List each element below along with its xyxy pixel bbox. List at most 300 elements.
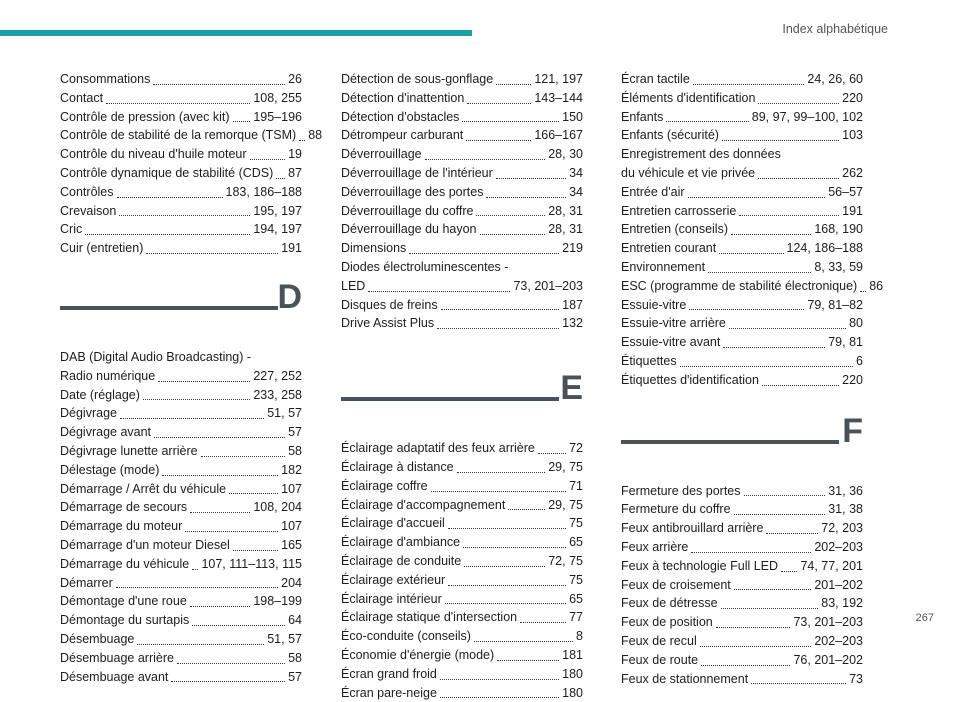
- dot-leader: [190, 512, 250, 513]
- index-entry: [621, 239, 863, 258]
- index-page-refs: 75: [569, 516, 583, 531]
- dot-leader: [693, 84, 805, 85]
- index-entry: [341, 627, 583, 646]
- index-term: du véhicule et vie privée: [621, 165, 756, 180]
- index-term: Éclairage coffre: [341, 478, 428, 493]
- index-entry: [341, 296, 583, 315]
- index-page-refs: 262: [842, 165, 863, 180]
- index-page-refs: 29, 75: [548, 497, 583, 512]
- dot-leader: [233, 550, 278, 551]
- section-rule: [60, 306, 278, 310]
- index-entry: [621, 183, 863, 202]
- index-entry: [621, 651, 863, 670]
- index-entry: [60, 202, 302, 221]
- index-page-refs: 64: [288, 613, 302, 628]
- index-term: Feux de stationnement: [621, 671, 749, 686]
- index-entry-first-line: Diodes électroluminescentes -: [341, 259, 509, 274]
- index-page-refs: 166–167: [534, 128, 583, 143]
- index-entry: [341, 277, 583, 296]
- index-page-refs: 31, 38: [828, 502, 863, 517]
- index-page-refs: 233, 258: [253, 387, 302, 402]
- dot-leader: [85, 234, 250, 235]
- dot-leader: [781, 571, 797, 572]
- dot-leader: [409, 253, 559, 254]
- dot-leader: [462, 121, 559, 122]
- dot-leader: [700, 646, 812, 647]
- index-term: Détrompeur carburant: [341, 128, 464, 143]
- dot-leader: [758, 103, 839, 104]
- dot-leader: [177, 663, 285, 664]
- index-entry: [621, 126, 863, 145]
- index-term: Feux de recul: [621, 633, 697, 648]
- index-term: Démarrage du moteur: [60, 519, 183, 534]
- index-entry: [621, 314, 863, 333]
- section-letter-d: D: [277, 277, 302, 316]
- dot-leader: [474, 641, 573, 642]
- index-column-1: [60, 70, 323, 686]
- dot-leader: [708, 272, 811, 273]
- dot-leader: [116, 587, 278, 588]
- index-term: Feux arrière: [621, 539, 689, 554]
- section-letter-f: F: [842, 411, 863, 450]
- page-header-title: Index alphabétique: [782, 22, 888, 36]
- index-page-refs: 143–144: [534, 90, 583, 105]
- index-entry: [60, 70, 302, 89]
- index-entry: [341, 239, 583, 258]
- index-term: Déverrouillage: [341, 147, 422, 162]
- index-page-refs: 73, 201–203: [513, 278, 583, 293]
- index-term: Cuir (entretien): [60, 241, 144, 256]
- index-entry: [60, 442, 302, 461]
- index-page-refs: 202–203: [814, 539, 863, 554]
- entry-list: [621, 482, 863, 689]
- index-entry: [341, 514, 583, 533]
- index-term: Dégivrage avant: [60, 425, 152, 440]
- dot-leader: [117, 197, 223, 198]
- dot-leader: [666, 121, 748, 122]
- index-page-refs: 26: [288, 72, 302, 86]
- index-page-refs: 220: [842, 90, 863, 105]
- index-term: Feux de position: [621, 615, 713, 630]
- index-page-refs: 72, 75: [548, 553, 583, 568]
- dot-leader: [680, 366, 853, 367]
- index-entry: [621, 202, 863, 221]
- index-entry: [60, 480, 302, 499]
- entry-list: [341, 439, 583, 702]
- index-entry-first-line: DAB (Digital Audio Broadcasting) -: [60, 349, 252, 364]
- dot-leader: [158, 381, 250, 382]
- index-entry: [621, 277, 884, 296]
- index-term: Enfants (sécurité): [621, 128, 719, 143]
- index-page-refs: 168, 190: [814, 222, 863, 237]
- index-page-refs: 107: [281, 519, 302, 534]
- index-term: Contrôle dynamique de stabilité (CDS): [60, 165, 274, 180]
- index-entry: [341, 183, 583, 202]
- index-entry: [341, 70, 583, 89]
- index-term: Essuie-vitre: [621, 297, 687, 312]
- index-term: Contact: [60, 90, 104, 105]
- dot-leader: [441, 309, 560, 310]
- index-entry: [60, 423, 302, 442]
- dot-leader: [467, 103, 531, 104]
- index-term: Déverrouillage du coffre: [341, 203, 474, 218]
- dot-leader: [137, 644, 264, 645]
- index-page-refs: 187: [562, 297, 583, 312]
- dot-leader: [437, 328, 559, 329]
- index-term: Contrôles: [60, 184, 114, 199]
- index-term: Démarrage d'un moteur Diesel: [60, 537, 230, 552]
- index-term: Entretien carrosserie: [621, 203, 737, 218]
- dot-leader: [751, 683, 846, 684]
- index-term: LED: [341, 278, 366, 293]
- index-entry: [60, 630, 302, 649]
- dot-leader: [431, 491, 566, 492]
- index-page-refs: 83, 192: [821, 596, 863, 611]
- index-term: Feux de détresse: [621, 596, 718, 611]
- index-term: Feux à technologie Full LED: [621, 558, 779, 573]
- index-term: Étiquettes d'identification: [621, 372, 759, 387]
- index-term: Démarrage du véhicule: [60, 556, 190, 571]
- dot-leader: [201, 456, 286, 457]
- index-page-refs: 51, 57: [267, 406, 302, 421]
- index-entry: [60, 461, 302, 480]
- index-entry: [341, 533, 583, 552]
- index-page-refs: 79, 81: [828, 335, 863, 350]
- index-term: Détection d'obstacles: [341, 109, 460, 124]
- index-entry: [341, 571, 583, 590]
- index-entry: [60, 649, 302, 668]
- index-term: Éclairage adaptatif des feux arrière: [341, 441, 535, 456]
- index-term: ESC (programme de stabilité électronique): [621, 278, 858, 293]
- index-page-refs: 121, 197: [534, 72, 583, 86]
- dot-leader: [368, 291, 510, 292]
- index-entry: [621, 352, 863, 371]
- index-entry: [60, 220, 302, 239]
- index-entry: [621, 519, 863, 538]
- dot-leader: [689, 309, 804, 310]
- entry-list: [341, 70, 583, 333]
- index-page-refs: 88: [308, 128, 323, 143]
- index-page-refs: 191: [842, 203, 863, 218]
- dot-leader: [250, 159, 286, 160]
- index-page-refs: 73: [849, 671, 863, 686]
- dot-leader: [171, 681, 285, 682]
- index-term: Feux de route: [621, 652, 699, 667]
- index-term: Éclairage d'ambiance: [341, 535, 461, 550]
- index-page-refs: 150: [562, 109, 583, 124]
- index-entry: [60, 574, 302, 593]
- index-page-refs: 28, 31: [548, 203, 583, 218]
- dot-leader: [508, 509, 545, 510]
- index-entry: [621, 538, 863, 557]
- index-entry: [621, 482, 863, 501]
- index-entry: [621, 258, 863, 277]
- index-term: Délestage (mode): [60, 462, 160, 477]
- index-entry: [60, 386, 302, 405]
- index-entry: [621, 70, 863, 89]
- index-term: Éclairage d'accompagnement: [341, 497, 506, 512]
- page-number: 267: [915, 612, 934, 624]
- index-term: Entretien courant: [621, 241, 717, 256]
- index-term: Drive Assist Plus: [341, 316, 435, 331]
- index-term: Éclairage de conduite: [341, 553, 462, 568]
- index-entry: [621, 670, 863, 689]
- index-page-refs: 24, 26, 60: [807, 72, 863, 86]
- index-entry: [621, 594, 863, 613]
- index-page-refs: 19: [288, 147, 302, 162]
- dot-leader: [721, 608, 819, 609]
- dot-leader: [192, 569, 198, 570]
- dot-leader: [744, 495, 826, 496]
- index-term: Écran grand froid: [341, 666, 437, 681]
- index-page-refs: 227, 252: [253, 368, 302, 383]
- index-term: Feux antibrouillard arrière: [621, 521, 764, 536]
- index-term: Entrée d'air: [621, 184, 685, 199]
- dot-leader: [691, 552, 811, 553]
- dot-leader: [496, 178, 566, 179]
- dot-leader: [448, 585, 566, 586]
- dot-leader: [496, 84, 531, 85]
- index-entry: [341, 202, 583, 221]
- index-entry: [621, 576, 863, 595]
- index-page-refs: 56–57: [828, 184, 863, 199]
- index-term: Essuie-vitre arrière: [621, 316, 726, 331]
- index-page-refs: 34: [569, 165, 583, 180]
- index-page-refs: 71: [569, 478, 583, 493]
- index-entry: [341, 552, 583, 571]
- dot-leader: [299, 140, 305, 141]
- index-term: Disques de freins: [341, 297, 438, 312]
- index-term: Éclairage intérieur: [341, 591, 442, 606]
- index-page-refs: 182: [281, 462, 302, 477]
- index-term: Cric: [60, 222, 83, 237]
- index-entry: [341, 477, 583, 496]
- dot-leader: [860, 291, 866, 292]
- section-header-e: [341, 367, 583, 431]
- index-entry-first-line: Enregistrement des données: [621, 147, 781, 162]
- index-entry: [60, 611, 302, 630]
- index-entry: [621, 613, 863, 632]
- index-entry: [60, 164, 302, 183]
- index-page-refs: 220: [842, 372, 863, 387]
- index-page-refs: 194, 197: [253, 222, 302, 237]
- index-page-refs: 219: [562, 241, 583, 256]
- dot-leader: [734, 514, 826, 515]
- dot-leader: [146, 253, 278, 254]
- dot-leader: [448, 528, 566, 529]
- dot-leader: [463, 547, 566, 548]
- index-page-refs: 198–199: [253, 594, 302, 609]
- index-page-refs: 204: [281, 575, 302, 590]
- index-term: Feux de croisement: [621, 577, 731, 592]
- index-page-refs: 72, 203: [821, 521, 863, 536]
- index-entry: [341, 164, 583, 183]
- dot-leader: [153, 84, 285, 85]
- index-page-refs: 87: [288, 165, 302, 180]
- index-term: Fermeture des portes: [621, 483, 741, 498]
- index-entry: [60, 555, 302, 574]
- entry-list: [621, 70, 884, 390]
- dot-leader: [445, 603, 566, 604]
- index-entry: [60, 89, 302, 108]
- index-term: Entretien (conseils): [621, 222, 728, 237]
- index-entry: [60, 498, 302, 517]
- index-column-3: [621, 70, 884, 688]
- dot-leader: [120, 418, 264, 419]
- index-term: Contrôle de pression (avec kit): [60, 109, 230, 124]
- index-term: Démarrer: [60, 575, 113, 590]
- index-term: Démontage du surtapis: [60, 613, 190, 628]
- index-page-refs: 107: [281, 481, 302, 496]
- section-letter-e: E: [560, 369, 583, 408]
- index-term: Désembuage avant: [60, 669, 169, 684]
- index-column-2: [341, 70, 583, 702]
- index-term: Contrôle du niveau d'huile moteur: [60, 147, 247, 162]
- index-term: Étiquettes: [621, 353, 677, 368]
- index-page-refs: 86: [869, 278, 884, 293]
- header-accent-bar: [0, 30, 472, 36]
- index-page-refs: 74, 77, 201: [800, 558, 863, 573]
- section-header-f: [621, 410, 863, 474]
- index-term: Démarrage / Arrêt du véhicule: [60, 481, 227, 496]
- index-term: Détection de sous-gonflage: [341, 72, 494, 86]
- dot-leader: [739, 215, 839, 216]
- index-entry: [60, 239, 302, 258]
- dot-leader: [731, 234, 811, 235]
- index-entry: [621, 164, 863, 183]
- dot-leader: [729, 328, 846, 329]
- dot-leader: [497, 660, 559, 661]
- dot-leader: [106, 103, 250, 104]
- index-page-refs: 201–202: [814, 577, 863, 592]
- index-page-refs: 58: [288, 650, 302, 665]
- dot-leader: [143, 399, 250, 400]
- index-entry: [60, 145, 302, 164]
- index-term: Essuie-vitre avant: [621, 335, 721, 350]
- dot-leader: [162, 475, 278, 476]
- index-entry: [60, 592, 302, 611]
- index-page-refs: 65: [569, 535, 583, 550]
- index-page-refs: 73, 201–203: [793, 615, 863, 630]
- dot-leader: [722, 140, 839, 141]
- index-page-refs: 180: [562, 666, 583, 681]
- dot-leader: [190, 606, 251, 607]
- index-term: Dégivrage lunette arrière: [60, 443, 198, 458]
- index-term: Économie d'énergie (mode): [341, 647, 495, 662]
- index-entry: [341, 608, 583, 627]
- index-page-refs: 103: [842, 128, 863, 143]
- dot-leader: [276, 178, 285, 179]
- index-entry: [341, 314, 583, 333]
- index-entry: [60, 367, 302, 386]
- index-term: Consommations: [60, 72, 151, 86]
- index-page-refs: 57: [288, 669, 302, 684]
- index-entry: [341, 665, 583, 684]
- index-page-refs: 132: [562, 316, 583, 331]
- index-term: Écran pare-neige: [341, 685, 437, 700]
- dot-leader: [233, 121, 251, 122]
- index-term: Environnement: [621, 259, 706, 274]
- dot-leader: [440, 679, 559, 680]
- index-entry: [60, 108, 302, 127]
- index-term: Détection d'inattention: [341, 90, 465, 105]
- dot-leader: [762, 385, 839, 386]
- index-term: Écran tactile: [621, 72, 690, 86]
- dot-leader: [192, 625, 285, 626]
- dot-leader: [719, 253, 783, 254]
- index-term: Éclairage à distance: [341, 459, 454, 474]
- index-entry: [341, 220, 583, 239]
- index-term: Éclairage statique d'intersection: [341, 610, 518, 625]
- dot-leader: [425, 159, 546, 160]
- index-entry: [60, 404, 302, 423]
- index-page-refs: 80: [849, 316, 863, 331]
- index-page-refs: 51, 57: [267, 631, 302, 646]
- index-entry: [60, 126, 323, 145]
- entry-list: [60, 70, 323, 258]
- index-entry: [341, 684, 583, 702]
- index-page-refs: 124, 186–188: [786, 241, 863, 256]
- index-entry: [621, 220, 863, 239]
- index-page-refs: 77: [569, 610, 583, 625]
- entry-list: [60, 348, 302, 686]
- index-page-refs: 191: [281, 241, 302, 256]
- dot-leader: [119, 215, 250, 216]
- index-entry: [60, 517, 302, 536]
- index-page-refs: 57: [288, 425, 302, 440]
- index-term: Date (réglage): [60, 387, 140, 402]
- index-page-refs: 72: [569, 441, 583, 456]
- index-term: Dimensions: [341, 241, 407, 256]
- index-entry: [341, 496, 583, 515]
- index-page-refs: 28, 30: [548, 147, 583, 162]
- index-entry: [341, 590, 583, 609]
- index-term: Démontage d'une roue: [60, 594, 187, 609]
- dot-leader: [185, 531, 278, 532]
- index-entry: [341, 108, 583, 127]
- index-term: Désembuage arrière: [60, 650, 174, 665]
- index-term: Démarrage de secours: [60, 500, 188, 515]
- index-entry: [621, 557, 863, 576]
- index-entry: [621, 333, 863, 352]
- dot-leader: [480, 234, 546, 235]
- index-page-refs: 79, 81–82: [807, 297, 863, 312]
- index-entry: [60, 536, 302, 555]
- section-rule: [621, 440, 839, 444]
- index-entry: [60, 668, 302, 687]
- index-page-refs: 28, 31: [548, 222, 583, 237]
- index-page-refs: 6: [856, 353, 863, 368]
- index-entry: [60, 183, 302, 202]
- index-term: Contrôle de stabilité de la remorque (TSM): [60, 128, 297, 143]
- index-term: Éléments d'identification: [621, 90, 756, 105]
- dot-leader: [476, 215, 545, 216]
- index-term: Radio numérique: [60, 368, 156, 383]
- dot-leader: [758, 178, 839, 179]
- index-entry: [621, 632, 863, 651]
- index-entry: [341, 646, 583, 665]
- index-entry: [621, 500, 863, 519]
- section-rule: [341, 397, 559, 401]
- index-term: Fermeture du coffre: [621, 502, 731, 517]
- index-entry: [341, 145, 583, 164]
- dot-leader: [734, 589, 812, 590]
- index-entry: [341, 89, 583, 108]
- index-page-refs: 108, 204: [253, 500, 302, 515]
- index-term: Déverrouillage des portes: [341, 184, 484, 199]
- dot-leader: [688, 197, 826, 198]
- index-page-refs: 107, 111–113, 115: [201, 556, 302, 571]
